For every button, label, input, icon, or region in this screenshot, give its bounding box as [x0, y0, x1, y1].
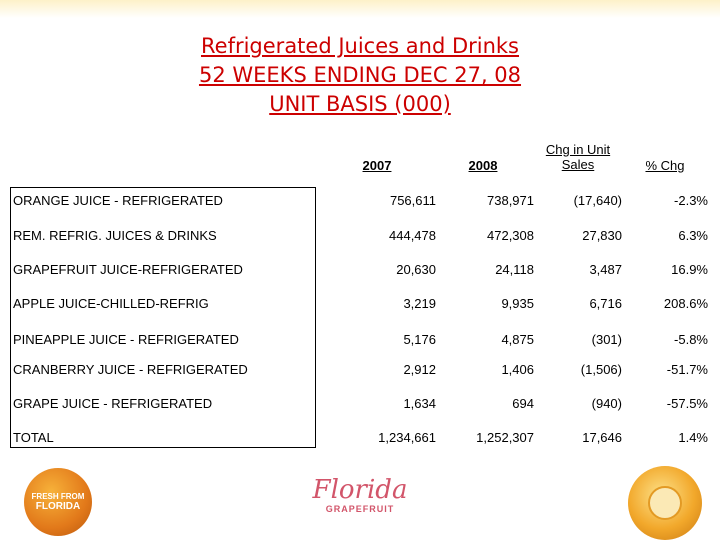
table-row [0, 293, 720, 315]
page-title [0, 32, 720, 119]
row-label: PINEAPPLE JUICE - REFRIGERATED [13, 332, 239, 347]
cell-chg: (301) [591, 332, 622, 347]
row-label: GRAPEFRUIT JUICE-REFRIGERATED [13, 262, 243, 277]
cell-pct: -51.7% [666, 362, 708, 377]
cell-2008: 4,875 [501, 332, 534, 347]
cell-chg: (17,640) [573, 193, 622, 208]
title-line-2: 52 WEEKS ENDING DEC 27, 08 [198, 63, 522, 87]
cell-2008: 694 [512, 396, 534, 411]
table-row [0, 359, 720, 381]
cell-chg: 6,716 [589, 296, 622, 311]
cell-2008: 1,406 [501, 362, 534, 377]
cell-pct: -57.5% [666, 396, 708, 411]
table-top-rule [10, 187, 316, 188]
cell-2008: 24,118 [495, 262, 534, 277]
header-chg-line-1: Chg in Unit [545, 142, 611, 157]
cell-2008: 472,308 [487, 228, 534, 243]
cell-2007: 444,478 [389, 228, 436, 243]
row-label: ORANGE JUICE - REFRIGERATED [13, 193, 223, 208]
cell-chg: (940) [591, 396, 622, 411]
row-label: GRAPE JUICE - REFRIGERATED [13, 396, 213, 411]
row-label: TOTAL [13, 430, 54, 445]
cell-2007: 756,611 [389, 193, 436, 208]
table-row [0, 225, 720, 247]
title-line-1: Refrigerated Juices and Drinks [201, 34, 519, 58]
logo-left-line-2: FLORIDA [35, 501, 81, 512]
cell-chg: 3,487 [589, 262, 622, 277]
row-label: CRANBERRY JUICE - REFRIGERATED [13, 362, 248, 377]
cell-pct: 1.4% [678, 430, 708, 445]
header-chg [528, 142, 628, 172]
cell-pct: 208.6% [663, 296, 708, 311]
row-label: APPLE JUICE-CHILLED-REFRIG [13, 296, 209, 311]
table-row [0, 329, 720, 351]
cell-chg: 27,830 [582, 228, 622, 243]
table-row [0, 393, 720, 415]
logo-left-line-1: FRESH FROM [31, 492, 85, 501]
header-chg-line-2: Sales [561, 157, 595, 172]
citrus-seal-logo [628, 466, 702, 540]
table-row-total [0, 427, 720, 449]
logo-florida-word: Florida [312, 475, 408, 505]
fresh-from-florida-logo [24, 468, 92, 536]
cell-2008: 1,252,307 [476, 430, 534, 445]
cell-pct: -2.3% [674, 193, 708, 208]
cell-2008: 9,935 [501, 296, 534, 311]
cell-chg: 17,646 [582, 430, 622, 445]
top-gradient-strip [0, 0, 720, 18]
cell-2007: 20,630 [396, 262, 436, 277]
table-row [0, 190, 720, 212]
cell-2008: 738,971 [487, 193, 534, 208]
header-2007: 2007 [362, 158, 392, 173]
cell-2007: 1,634 [403, 396, 436, 411]
cell-pct: 16.9% [671, 262, 708, 277]
logo-grapefruit-word: GRAPEFRUIT [325, 504, 395, 514]
juice-glass-icon [648, 486, 682, 520]
table-row [0, 259, 720, 281]
cell-2007: 2,912 [403, 362, 436, 377]
header-pct: % Chg [645, 158, 685, 173]
row-label: REM. REFRIG. JUICES & DRINKS [13, 228, 217, 243]
cell-chg: (1,506) [580, 362, 622, 377]
header-2008: 2008 [468, 158, 498, 173]
cell-2007: 5,176 [403, 332, 436, 347]
cell-2007: 1,234,661 [378, 430, 436, 445]
cell-pct: -5.8% [674, 332, 708, 347]
cell-pct: 6.3% [678, 228, 708, 243]
title-line-3: UNIT BASIS (000) [269, 92, 451, 116]
florida-grapefruit-logo [300, 476, 420, 514]
cell-2007: 3,219 [403, 296, 436, 311]
